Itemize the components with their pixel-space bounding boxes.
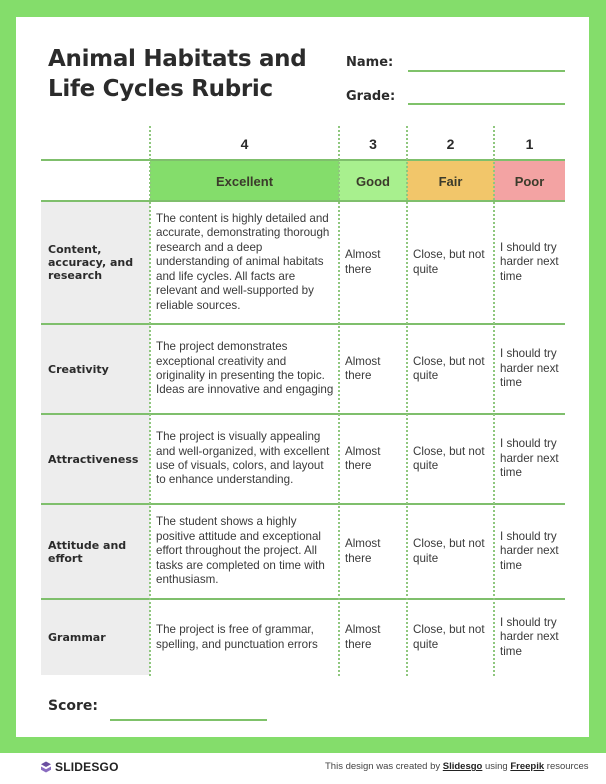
credit-prefix: This design was created by: [325, 761, 443, 772]
slidesgo-link[interactable]: Slidesgo: [442, 761, 483, 772]
name-field[interactable]: [408, 70, 565, 72]
cell-grammar-excellent: The project is free of grammar, spelling, and punctuation errors: [156, 623, 318, 651]
cell-attitude-poor: I should try harder next time: [500, 529, 559, 572]
cell-attitude-good: Almost there: [345, 537, 381, 565]
score-2: 2: [446, 136, 455, 152]
rule-row-4: [41, 598, 565, 600]
score-field[interactable]: [110, 719, 267, 721]
divider-col-3: [406, 126, 408, 676]
cell-attractiveness-fair: Close, but not quite: [413, 444, 485, 472]
cell-creativity-fair: Close, but not quite: [413, 354, 485, 382]
criterion-creativity: Creativity: [41, 325, 150, 413]
slidesgo-logo-icon: [40, 761, 52, 773]
header-good: Good: [339, 161, 407, 201]
cell-attractiveness-poor: I should try harder next time: [500, 437, 559, 480]
cell-content-good: Almost there: [345, 248, 381, 276]
cell-creativity-good: Almost there: [345, 354, 381, 382]
header-fair: Fair: [407, 161, 494, 201]
score-label: Score:: [48, 698, 98, 714]
credit-suffix: resources: [544, 761, 589, 772]
criterion-content: Content, accuracy, and research: [41, 202, 150, 323]
cell-attractiveness-excellent: The project is visually appealing and well-organized, with excellent use of visuals, colors, and layout to enhance understanding.: [156, 430, 330, 487]
score-3: 3: [369, 136, 377, 152]
grade-field[interactable]: [408, 103, 565, 105]
criterion-attractiveness: Attractiveness: [41, 415, 150, 503]
title-line-2: Life Cycles Rubric: [48, 76, 273, 102]
slidesgo-logo[interactable]: [40, 760, 119, 774]
cell-grammar-poor: I should try harder next time: [500, 615, 559, 658]
cell-content-poor: I should try harder next time: [500, 240, 559, 283]
page-title: [48, 44, 306, 104]
credit-mid: using: [482, 761, 511, 772]
name-label: Name:: [346, 55, 394, 70]
cell-content-fair: Close, but not quite: [413, 248, 485, 276]
cell-attitude-excellent: The student shows a highly positive attitude and exceptional effort throughout the project. All tasks are completed on time with enthusiasm.: [156, 515, 325, 587]
criterion-grammar: Grammar: [41, 600, 150, 675]
divider-col-2: [338, 126, 340, 676]
header-poor: Poor: [494, 161, 565, 201]
footer-credit: [325, 761, 589, 772]
title-line-1: Animal Habitats and: [48, 46, 307, 72]
criterion-attitude: Attitude and effort: [41, 505, 150, 598]
rule-row-3: [41, 503, 565, 505]
rule-row-1: [41, 323, 565, 325]
rule-header-bottom: [41, 200, 565, 202]
rule-row-2: [41, 413, 565, 415]
cell-attitude-fair: Close, but not quite: [413, 537, 485, 565]
divider-col-1: [149, 126, 151, 676]
rule-header-top: [41, 159, 565, 161]
score-1: 1: [525, 136, 534, 152]
slidesgo-logo-text: SLIDESGO: [55, 760, 119, 774]
cell-content-excellent: The content is highly detailed and accurate, demonstrating thorough research and a deep understanding of animal habitats and life cycles. All facts are relevant and well-supported by reliable sources.: [156, 212, 330, 312]
score-4: 4: [240, 136, 249, 152]
cell-grammar-fair: Close, but not quite: [413, 623, 485, 651]
cell-attractiveness-good: Almost there: [345, 444, 381, 472]
cell-grammar-good: Almost there: [345, 623, 381, 651]
cell-creativity-poor: I should try harder next time: [500, 347, 559, 390]
freepik-link[interactable]: Freepik: [510, 761, 545, 772]
header-excellent: Excellent: [150, 161, 339, 201]
cell-creativity-excellent: The project demonstrates exceptional creativity and originality in presenting the topic. Ideas are innovative and engaging: [156, 340, 334, 397]
grade-label: Grade:: [346, 89, 396, 104]
divider-col-4: [493, 126, 495, 676]
